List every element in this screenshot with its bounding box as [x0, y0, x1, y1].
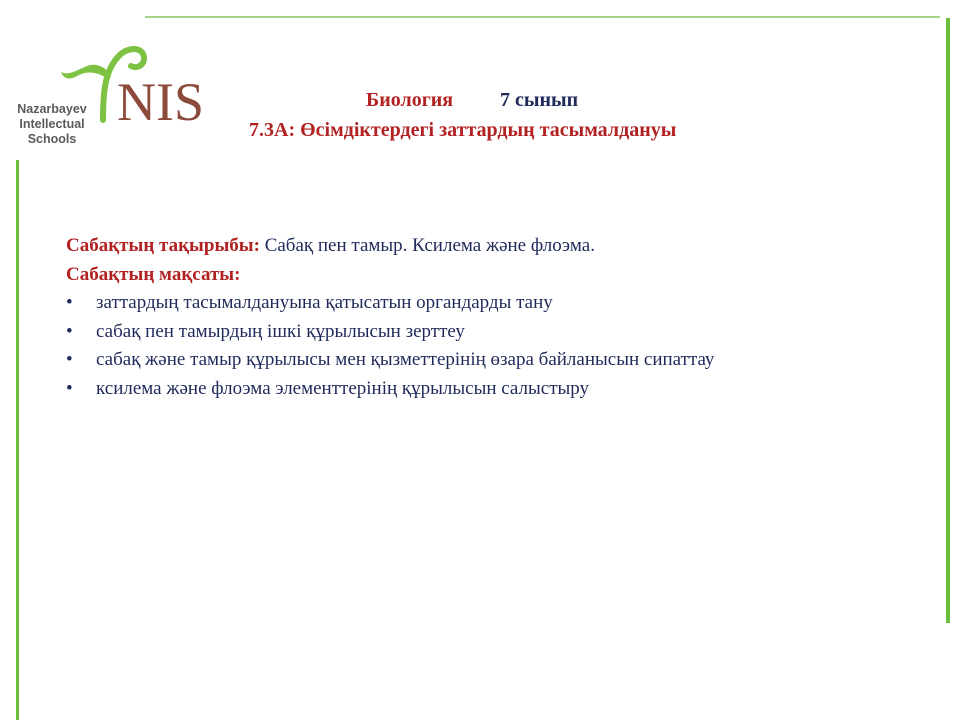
- lesson-goals-heading: [66, 261, 936, 290]
- list-item: [66, 375, 936, 404]
- bullet-icon: •: [66, 349, 73, 370]
- lesson-topic-label: Сабақтың тақырыбы:: [66, 235, 260, 256]
- frame-right-border: [946, 18, 950, 623]
- logo-line-2: Intellectual: [19, 117, 85, 131]
- unit-topic-heading: 7.3А: Өсімдіктердегі заттардың тасымалдануы: [249, 119, 677, 141]
- list-item: [66, 346, 936, 375]
- list-item: [66, 318, 936, 347]
- goal-text: сабақ және тамыр құрылысы мен қызметтерінің өзара байланысын сипаттау: [96, 349, 715, 370]
- logo-mark-text: NIS: [117, 72, 205, 127]
- lesson-topic-value: Сабақ пен тамыр. Ксилема және флоэма.: [259, 235, 595, 256]
- frame-top-border: [145, 16, 940, 18]
- subject-title: Биология: [366, 89, 454, 111]
- lesson-content: [66, 232, 936, 403]
- bullet-icon: •: [66, 377, 73, 399]
- list-item: [66, 289, 936, 318]
- lesson-topic-row: [66, 232, 936, 261]
- lesson-goals-label: Сабақтың мақсаты:: [66, 263, 241, 285]
- nis-logo: [4, 28, 224, 146]
- grade-label: 7 сынып: [500, 89, 579, 111]
- goal-text: ксилема және флоэма элементтерінің құрылысын салыстыру: [96, 377, 590, 399]
- frame-left-border: [16, 160, 19, 720]
- bullet-icon: •: [66, 320, 73, 342]
- goal-text: сабақ пен тамырдың ішкі құрылысын зерттеу: [96, 320, 465, 342]
- logo-line-3: Schools: [27, 132, 77, 146]
- logo-wordmark: [12, 102, 92, 147]
- logo-line-1: Nazarbayev: [17, 102, 87, 116]
- lesson-goals-list: [66, 289, 936, 403]
- bullet-icon: •: [66, 292, 73, 313]
- goal-text: заттардың тасымалдануына қатысатын органдарды тану: [96, 292, 553, 313]
